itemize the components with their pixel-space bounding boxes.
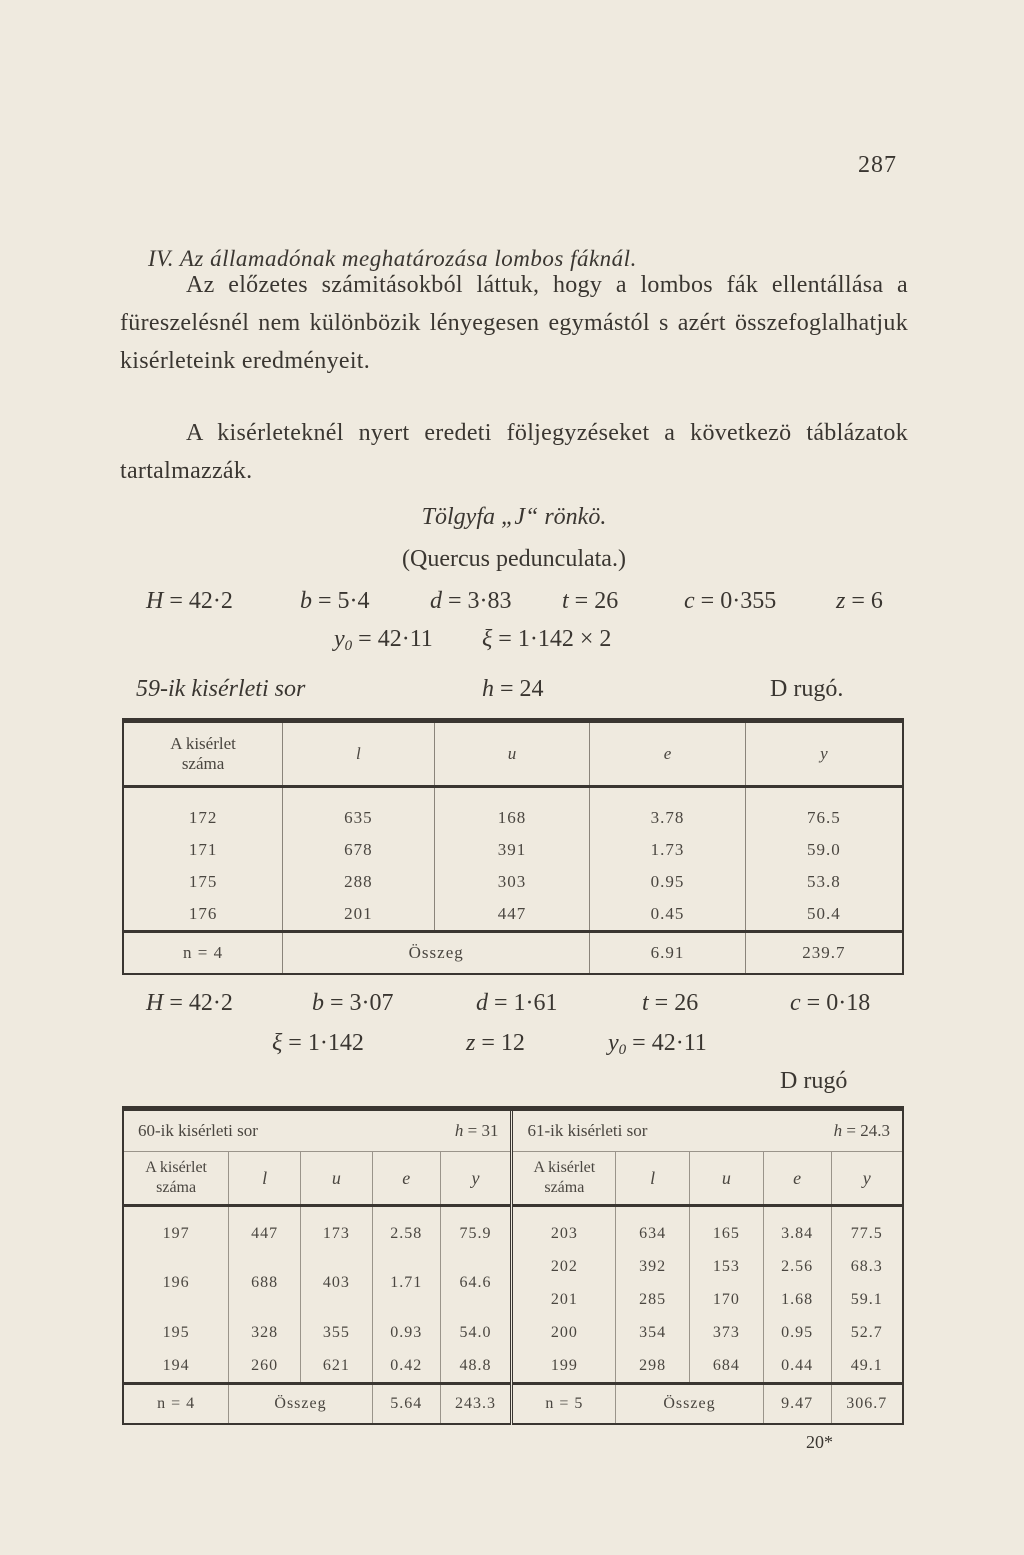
- table-row: [123, 834, 903, 866]
- sum-n: n = 5: [512, 1384, 616, 1425]
- table-row: [123, 898, 903, 932]
- cell-u: 165: [689, 1206, 763, 1251]
- series-59-h: h = 24: [482, 676, 544, 702]
- cell-no: 200: [512, 1316, 616, 1349]
- paragraph-2: A kisérleteknél nyert eredeti följegyzéseket a következö táblázatok tartalmazzák.: [120, 420, 908, 484]
- section-title: IV. Az államadónak meghatározása lombos fáknál.: [148, 246, 637, 271]
- table-caption-row: [123, 1109, 903, 1152]
- header-y: y: [440, 1152, 512, 1206]
- sum-e: 5.64: [372, 1384, 440, 1425]
- series-61-h: h = 24.3: [763, 1109, 903, 1152]
- param2-b: b = 3·07: [312, 990, 394, 1016]
- sum-y: 306.7: [831, 1384, 903, 1425]
- param2-d: d = 1·61: [476, 990, 558, 1016]
- param2-y0: $y_0 = 42\cdot 11$: [608, 1030, 707, 1058]
- header-y: y: [745, 721, 903, 787]
- cell-e: 0.95: [763, 1316, 831, 1349]
- header-e: e: [372, 1152, 440, 1206]
- table-row: [123, 1349, 903, 1384]
- cell-u: 391: [434, 834, 590, 866]
- cell-no: 194: [162, 1356, 190, 1374]
- cell-u: 303: [434, 866, 590, 898]
- wood-title: Tölgyfa „J“ rönkö.: [421, 504, 607, 530]
- sum-label: Összeg: [616, 1384, 764, 1425]
- header-l: l: [616, 1152, 690, 1206]
- series-61-caption: 61-ik kisérleti sor: [512, 1109, 763, 1152]
- cell-y: 50.4: [745, 898, 903, 932]
- table-series-59: [122, 718, 904, 975]
- param2-t: t = 26: [642, 990, 699, 1016]
- cell-e: 3.84: [763, 1206, 831, 1251]
- series-60-caption: 60-ik kisérleti sor: [123, 1109, 372, 1152]
- cell-u: 447: [434, 898, 590, 932]
- cell-y: 49.1: [831, 1349, 903, 1384]
- sum-label: Összeg: [229, 1384, 373, 1425]
- cell-l: 634: [616, 1206, 690, 1251]
- cell-u: 621: [301, 1349, 373, 1384]
- param-d: d = 3·83: [430, 588, 512, 614]
- header-e: e: [763, 1152, 831, 1206]
- cell-l: 447: [229, 1206, 301, 1251]
- cell-no: 202: [512, 1250, 616, 1283]
- cell-y: 54.0: [440, 1316, 512, 1349]
- cell-no: 197: [162, 1224, 190, 1242]
- cell-l: 678: [283, 834, 435, 866]
- cell-e: 0.42: [372, 1349, 440, 1384]
- cell-l: 328: [229, 1316, 301, 1349]
- cell-l: 635: [283, 787, 435, 835]
- cell-l: 392: [616, 1250, 690, 1283]
- sum-e: 6.91: [590, 932, 746, 975]
- cell-no: 176: [188, 904, 218, 923]
- series-59-spring: D rugó.: [770, 676, 844, 702]
- table-sum-row: [123, 1384, 903, 1425]
- cell-e: 0.44: [763, 1349, 831, 1384]
- cell-e: 3.78: [590, 787, 746, 835]
- series-59-label: 59-ik kisérleti sor: [136, 676, 306, 702]
- header-y: y: [831, 1152, 903, 1206]
- param2-c: c = 0·18: [790, 990, 871, 1016]
- cell-no: 196: [162, 1274, 190, 1291]
- sum-n: n = 4: [123, 1384, 229, 1425]
- cell-no: 203: [512, 1206, 616, 1251]
- param-y0: $y_0 = 42\cdot 11$: [334, 626, 433, 654]
- cell-u: 168: [434, 787, 590, 835]
- cell-e: 2.58: [372, 1206, 440, 1251]
- cell-e: 0.95: [590, 866, 746, 898]
- cell-no: 175: [188, 872, 218, 891]
- cell-e: 0.93: [372, 1316, 440, 1349]
- header-experiment-no: A kisérlet száma: [123, 1152, 229, 1206]
- param-b: b = 5·4: [300, 588, 370, 614]
- cell-y: 68.3: [831, 1250, 903, 1283]
- cell-y: 59.0: [745, 834, 903, 866]
- table-row: [123, 1250, 903, 1283]
- cell-no: 171: [188, 840, 218, 859]
- cell-e: 1.71: [372, 1250, 440, 1316]
- header-u: u: [689, 1152, 763, 1206]
- page-number: 287: [858, 152, 897, 178]
- param-xi: ξ = 1·142 × 2: [482, 626, 612, 652]
- cell-u: 684: [689, 1349, 763, 1384]
- header-e: e: [590, 721, 746, 787]
- header-l: l: [229, 1152, 301, 1206]
- table-series-60-61: [122, 1106, 904, 1425]
- param-t: t = 26: [562, 588, 619, 614]
- cell-no: 195: [162, 1323, 190, 1341]
- header-u: u: [301, 1152, 373, 1206]
- species-name: (Quercus pedunculata.): [402, 546, 626, 572]
- cell-u: 153: [689, 1250, 763, 1283]
- cell-no: 172: [188, 808, 218, 827]
- cell-u: 173: [301, 1206, 373, 1251]
- cell-l: 285: [616, 1283, 690, 1316]
- sum-label: Összeg: [283, 932, 590, 975]
- cell-e: 1.73: [590, 834, 746, 866]
- cell-y: 48.8: [440, 1349, 512, 1384]
- table-header-row: [123, 721, 903, 787]
- cell-no: 201: [512, 1283, 616, 1316]
- cell-e: 2.56: [763, 1250, 831, 1283]
- header-experiment-no: A kisérlet száma: [123, 721, 283, 787]
- cell-y: 75.9: [440, 1206, 512, 1251]
- cell-e: 0.45: [590, 898, 746, 932]
- cell-l: 201: [283, 898, 435, 932]
- series-60-61-spring: D rugó: [780, 1068, 848, 1094]
- cell-y: 77.5: [831, 1206, 903, 1251]
- cell-y: 53.8: [745, 866, 903, 898]
- param-c: c = 0·355: [684, 588, 777, 614]
- param-z: z = 6: [836, 588, 883, 614]
- sum-n: n = 4: [123, 932, 283, 975]
- series-60-h: h = 31: [372, 1109, 512, 1152]
- cell-l: 298: [616, 1349, 690, 1384]
- signature-mark: 20*: [806, 1432, 833, 1452]
- cell-y: 52.7: [831, 1316, 903, 1349]
- param-H: H = 42·2: [146, 588, 233, 614]
- sum-e: 9.47: [763, 1384, 831, 1425]
- sum-y: 243.3: [440, 1384, 512, 1425]
- cell-l: 288: [283, 866, 435, 898]
- cell-u: 355: [301, 1316, 373, 1349]
- header-experiment-no: A kisérlet száma: [512, 1152, 616, 1206]
- cell-u: 373: [689, 1316, 763, 1349]
- table-row: [123, 787, 903, 835]
- cell-y: 64.6: [440, 1250, 512, 1316]
- param2-H: H = 42·2: [146, 990, 233, 1016]
- header-l: l: [283, 721, 435, 787]
- param2-xi: ξ = 1·142: [272, 1030, 364, 1056]
- sum-y: 239.7: [745, 932, 903, 975]
- param2-z: z = 12: [466, 1030, 525, 1056]
- cell-l: 354: [616, 1316, 690, 1349]
- paragraph-1: Az előzetes számitásokból láttuk, hogy a lombos fák ellentállása a füreszelésnél nem különbözik lényegesen egymástól s azért összefoglalhatjuk kisérleteink eredményeit.: [120, 272, 908, 374]
- table-row: [123, 866, 903, 898]
- table-sum-row: [123, 932, 903, 975]
- table-row: [123, 1316, 903, 1349]
- cell-l: 688: [229, 1250, 301, 1316]
- cell-no: 199: [512, 1349, 616, 1384]
- header-u: u: [434, 721, 590, 787]
- cell-y: 59.1: [831, 1283, 903, 1316]
- cell-l: 260: [229, 1349, 301, 1384]
- cell-u: 403: [301, 1250, 373, 1316]
- table-header-row: [123, 1152, 903, 1206]
- cell-u: 170: [689, 1283, 763, 1316]
- cell-y: 76.5: [745, 787, 903, 835]
- table-row: [123, 1206, 903, 1251]
- cell-e: 1.68: [763, 1283, 831, 1316]
